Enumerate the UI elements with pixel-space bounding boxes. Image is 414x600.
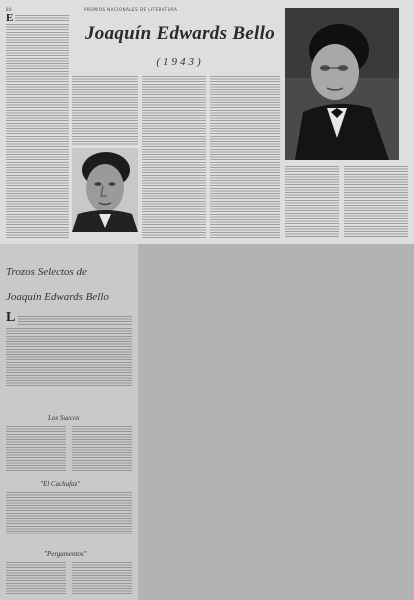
text-column: [344, 166, 408, 238]
selections-heading: Trozos Selectos de: [6, 266, 87, 278]
text-block: [18, 316, 132, 326]
section-heading: "El Cachafaz": [40, 480, 81, 488]
text-column: [72, 76, 138, 146]
section-heading: "Pergamentos": [44, 550, 87, 558]
source-credit: [78, 390, 79, 394]
text-column: [72, 562, 132, 596]
text-block: [6, 492, 132, 534]
article-clipping: [0, 0, 414, 244]
article-year: (1943): [156, 56, 204, 68]
page-number: 80: [6, 7, 13, 12]
selections-heading: Joaquín Edwards Bello: [6, 291, 109, 303]
selections-clipping: [0, 244, 138, 600]
article-title: Joaquín Edwards Bello: [84, 23, 275, 44]
text-column: [6, 24, 69, 238]
text-column: [210, 76, 280, 238]
drop-cap: L: [6, 310, 16, 325]
text-column: [142, 76, 206, 238]
text-column: [6, 426, 66, 472]
section-heading: Los Suecos: [48, 414, 80, 422]
drop-cap: E: [6, 12, 14, 24]
text-block: [15, 15, 69, 23]
text-column: [285, 166, 339, 238]
text-column: [6, 562, 66, 596]
running-header: PREMIOS NACIONALES DE LITERATURA: [84, 7, 178, 12]
portrait-photo: [285, 8, 399, 160]
text-column: [72, 426, 132, 472]
portrait-photo: [72, 148, 138, 232]
text-block: [6, 328, 132, 386]
